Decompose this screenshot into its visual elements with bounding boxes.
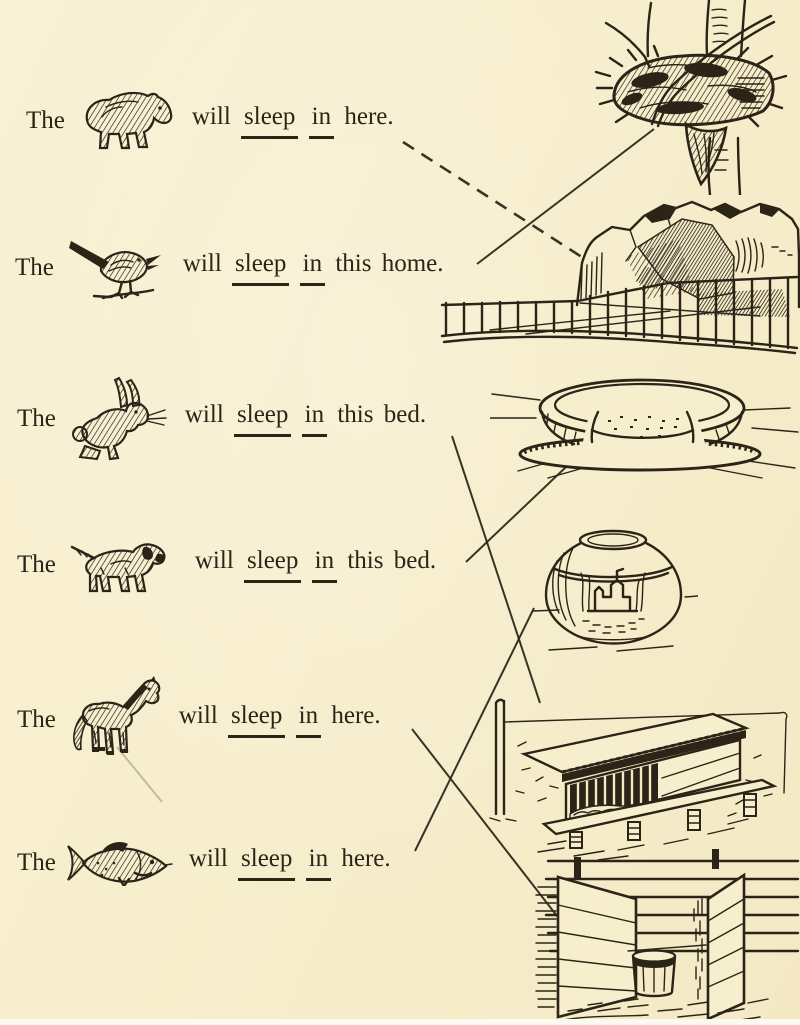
sentence-text: The xyxy=(17,404,56,432)
sentence-row-fish xyxy=(17,840,391,886)
sentence-text: will sleep in this home. xyxy=(183,250,444,286)
underlined-word: sleep xyxy=(234,401,291,437)
sentence-text: will sleep in this bed. xyxy=(185,401,426,437)
horse-icon xyxy=(67,675,163,765)
sentence-text: The xyxy=(17,848,56,876)
den-illustration xyxy=(430,195,800,360)
fish-icon xyxy=(67,840,173,886)
sentence-text: The xyxy=(17,705,56,733)
sentence-row-dog xyxy=(17,534,436,596)
underlined-word: in xyxy=(306,845,331,881)
underlined-word: in xyxy=(302,401,327,437)
nest-illustration xyxy=(588,0,800,195)
page-bottom-edge xyxy=(0,1019,800,1025)
underlined-word: sleep xyxy=(241,103,298,139)
underlined-word: sleep xyxy=(228,702,285,738)
sentence-text: will sleep in here. xyxy=(192,103,394,139)
sentence-text: The xyxy=(17,550,56,578)
sentence-row-horse xyxy=(17,675,381,765)
stall-illustration xyxy=(528,835,800,1025)
underlined-word: in xyxy=(296,702,321,738)
pet-bed-illustration xyxy=(490,366,800,486)
sentence-text: will sleep in here. xyxy=(189,845,391,881)
sentence-text: The xyxy=(15,253,54,281)
rabbit-icon xyxy=(67,374,169,464)
sentence-text: will sleep in here. xyxy=(179,702,381,738)
underlined-word: sleep xyxy=(244,547,301,583)
underlined-word: in xyxy=(309,103,334,139)
sentence-row-rabbit xyxy=(17,374,426,464)
sentence-row-bird xyxy=(15,235,444,301)
sentence-text: The xyxy=(26,106,65,134)
sentence-text: will sleep in this bed. xyxy=(195,547,436,583)
fishbowl-illustration xyxy=(533,523,698,658)
dog-icon xyxy=(67,534,179,596)
underlined-word: in xyxy=(300,250,325,286)
bear-icon xyxy=(76,87,176,155)
underlined-word: in xyxy=(312,547,337,583)
sentence-row-bear xyxy=(26,87,394,155)
underlined-word: sleep xyxy=(232,250,289,286)
bird-icon xyxy=(65,235,167,301)
underlined-word: sleep xyxy=(238,845,295,881)
